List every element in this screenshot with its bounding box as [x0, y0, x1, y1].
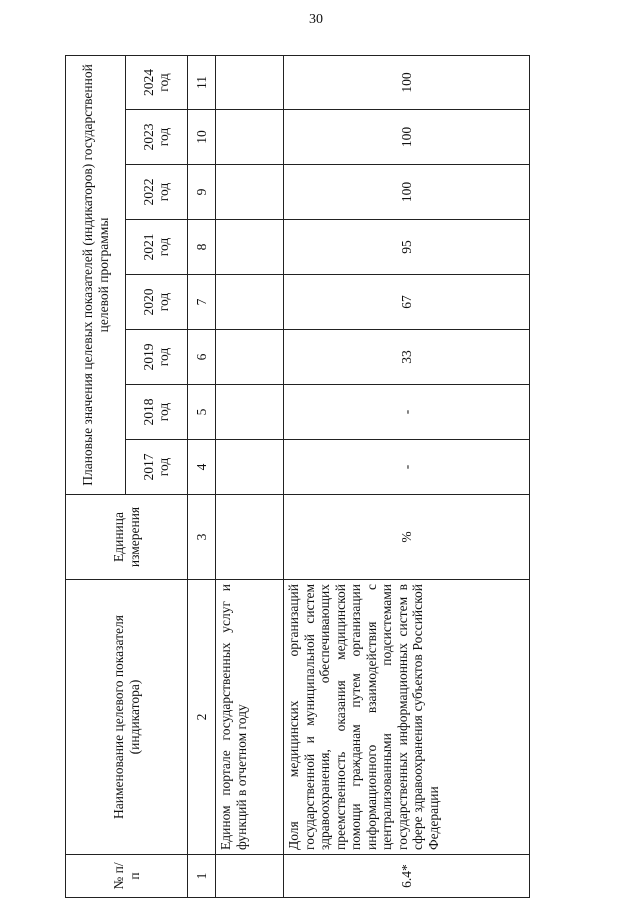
header-year: 2024 год: [126, 55, 188, 109]
column-number: 7: [188, 275, 216, 330]
header-year: 2018 год: [126, 385, 188, 440]
column-number: 1: [188, 855, 216, 898]
column-number: 6: [188, 330, 216, 385]
row-value: [216, 330, 284, 385]
row-value: 67: [284, 275, 530, 330]
header-year: 2021 год: [126, 220, 188, 275]
row-value: 95: [284, 220, 530, 275]
header-year: 2022 год: [126, 165, 188, 220]
row-unit: %: [284, 495, 530, 580]
row-value: 100: [284, 55, 530, 109]
rotated-table-container: [65, 56, 530, 898]
column-number: 10: [188, 110, 216, 165]
row-value: 100: [284, 110, 530, 165]
row-value: [216, 275, 284, 330]
row-value: -: [284, 385, 530, 440]
header-unit: Единица измерения: [66, 495, 188, 580]
row-value: [216, 440, 284, 495]
column-number: 5: [188, 385, 216, 440]
header-year: 2023 год: [126, 110, 188, 165]
page-number: 30: [309, 12, 323, 27]
row-unit: [216, 495, 284, 580]
column-number: 4: [188, 440, 216, 495]
header-year: 2020 год: [126, 275, 188, 330]
column-number: 2: [188, 580, 216, 855]
row-name: Доля медицинских организаций государственной и муниципальной систем здравоохранения, обеспечивающих преемственность оказания медицинской помощи гражданам путем организации информационного взаимодействия с централизованными подсистемами государственных информационных систем в сфере здравоохранения субъектов Российской Федерации: [284, 580, 530, 855]
table-row: [284, 55, 530, 897]
row-value: [216, 55, 284, 109]
column-number: 3: [188, 495, 216, 580]
column-number: 9: [188, 165, 216, 220]
column-number-row: [188, 55, 216, 897]
row-value: -: [284, 440, 530, 495]
header-year: 2019 год: [126, 330, 188, 385]
row-value: 100: [284, 165, 530, 220]
header-name: Наименование целевого показателя (индикатора): [66, 580, 188, 855]
header-year: 2017 год: [126, 440, 188, 495]
row-value: [216, 220, 284, 275]
row-value: [216, 385, 284, 440]
indicators-table: [65, 55, 530, 898]
header-row-1: [66, 55, 126, 897]
row-num: [216, 855, 284, 898]
table-row: [216, 55, 284, 897]
row-value: [216, 165, 284, 220]
column-number: 8: [188, 220, 216, 275]
column-number: 11: [188, 55, 216, 109]
row-num: 6.4*: [284, 855, 530, 898]
header-num: № п/п: [66, 855, 188, 898]
row-value: [216, 110, 284, 165]
header-group: Плановые значения целевых показателей (индикаторов) государственной целевой программы: [66, 55, 126, 494]
row-value: 33: [284, 330, 530, 385]
row-name: Едином портале государственных услуг и функций в отчетном году: [216, 580, 284, 855]
